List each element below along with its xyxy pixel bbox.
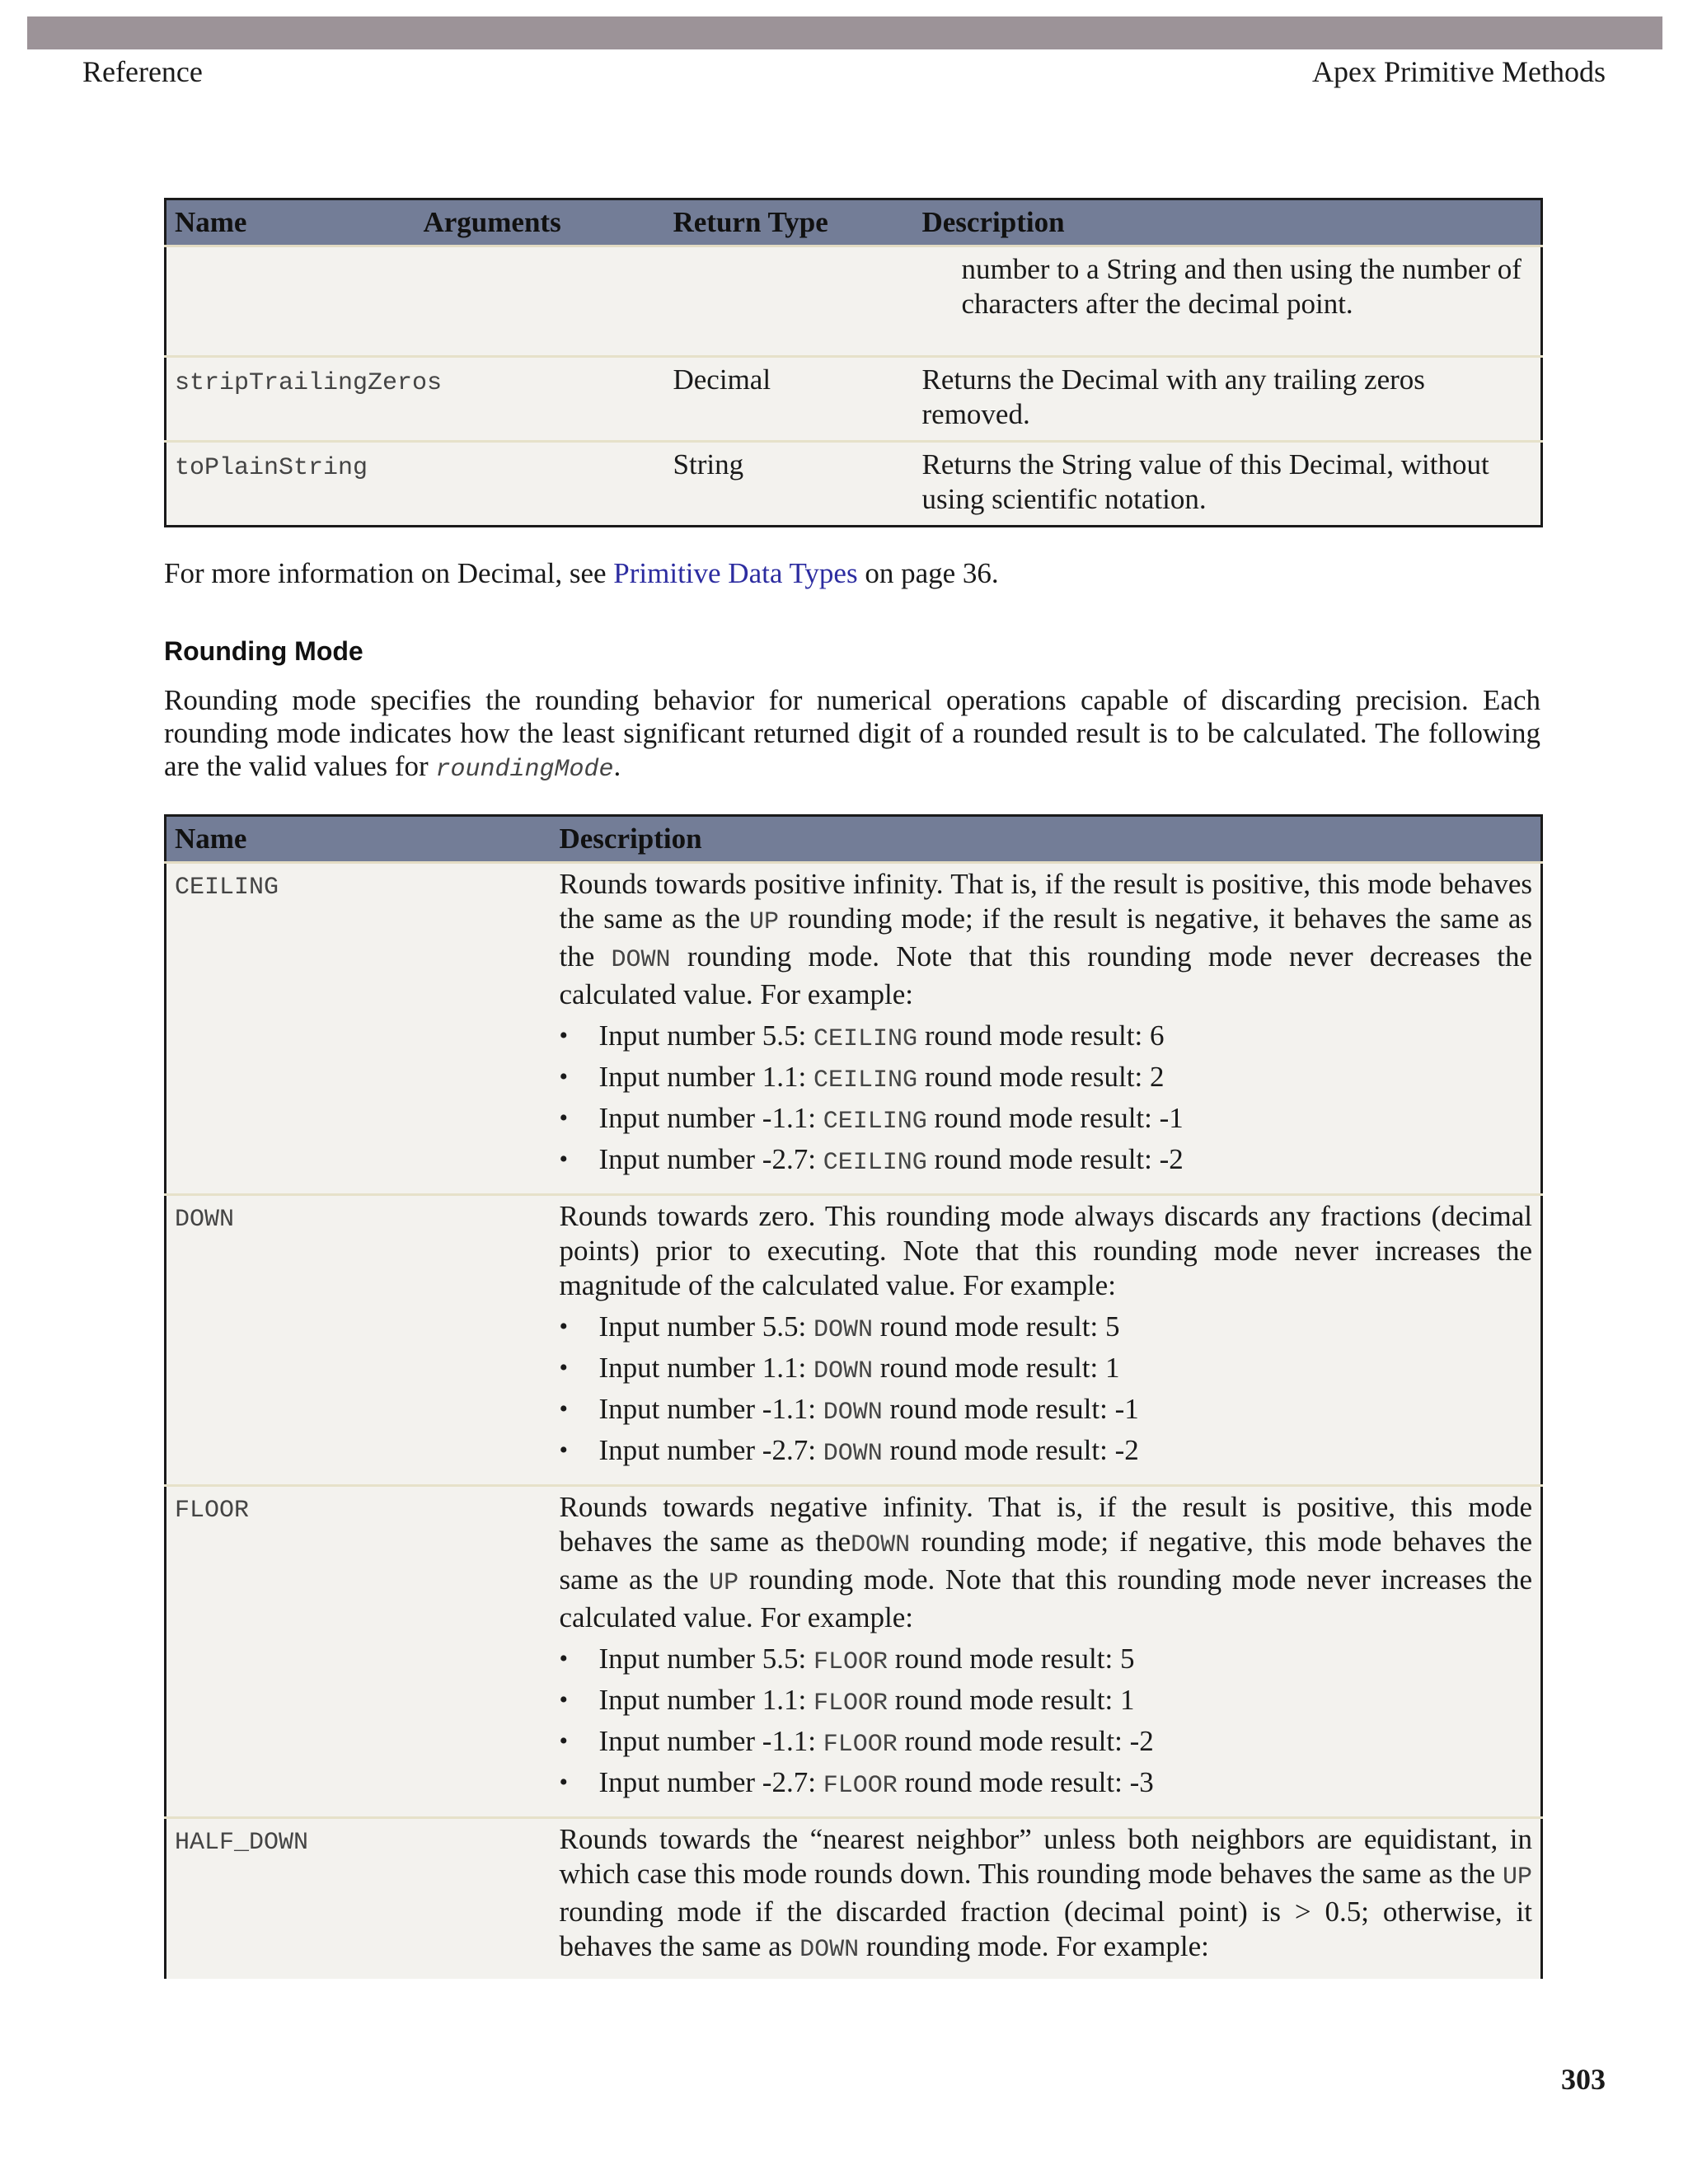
method-return-type: Decimal [665, 357, 914, 442]
list-item [560, 1141, 1533, 1182]
table-row [166, 1195, 1542, 1486]
list-item [560, 1308, 1533, 1349]
text-span: Input number -2.7: [598, 1766, 823, 1798]
list-item [560, 1681, 1533, 1722]
text-span: Input number 1.1: [598, 1061, 814, 1093]
text-span: Rounds towards positive infinity. That is, if the result is positive, this mode behaves the same as the [559, 868, 1532, 935]
list-item [560, 1640, 1533, 1681]
mode-name-cell [166, 1818, 551, 1980]
text-span: Input number 1.1: [598, 1352, 814, 1384]
rounding-mode-table [164, 814, 1543, 1979]
text-span: round mode result: 2 [917, 1061, 1165, 1093]
text-span: rounding mode; if the result is negative, it behaves the same as the [559, 902, 1532, 972]
text-span: Input number -1.1: [598, 1102, 823, 1134]
text-span: Input number 1.1: [598, 1684, 814, 1716]
code-span: DOWN [823, 1399, 883, 1427]
list-item [560, 1058, 1533, 1099]
text-span: Rounds towards negative infinity. That is, if the result is positive, this mode behaves the same as the [559, 1491, 1532, 1558]
code-span: DOWN [851, 1531, 911, 1559]
method-description: Returns the String value of this Decimal, without using scientific notation. [914, 442, 1542, 527]
column-header-arguments: Arguments [415, 199, 665, 246]
code-span: DOWN [799, 1936, 860, 1964]
method-name-cell [166, 442, 415, 527]
method-name-cell [166, 357, 443, 442]
table-header-row [166, 199, 1542, 246]
example-list [560, 1308, 1533, 1473]
text-span: round mode result: 5 [873, 1310, 1120, 1343]
text-span: round mode result: 1 [888, 1684, 1135, 1716]
code-span: CEILING [823, 1108, 927, 1136]
page-number: 303 [1561, 2063, 1606, 2096]
section-title: Rounding Mode [164, 636, 363, 666]
column-header-return-type: Return Type [665, 199, 914, 246]
example-list [560, 1640, 1533, 1805]
method-arguments [415, 442, 665, 527]
code-span: DOWN [814, 1316, 874, 1344]
method-name: stripTrailingZeros [175, 369, 443, 397]
text-span: round mode result: -3 [897, 1766, 1154, 1798]
code-span: FLOOR [823, 1772, 898, 1800]
code-span: FLOOR [814, 1690, 889, 1718]
column-header-description: Description [551, 816, 1542, 863]
text-span: Rounds towards zero. This rounding mode always discards any fractions (decimal points) prior to executing. Note that this rounding mode never increases the magnitude of the calculated value. For example: [559, 1200, 1532, 1301]
list-item [560, 1722, 1533, 1764]
list-item [560, 1432, 1533, 1473]
text-span: round mode result: -1 [926, 1102, 1184, 1134]
code-span: DOWN [611, 946, 671, 974]
section-intro [164, 684, 1540, 786]
mode-description [551, 1486, 1542, 1818]
code-span: UP [709, 1569, 739, 1597]
table-row [166, 1486, 1542, 1818]
code-span: UP [748, 908, 779, 936]
list-item [560, 1349, 1533, 1390]
mode-name-cell [166, 1486, 551, 1818]
list-item [560, 1099, 1533, 1141]
text-span: round mode result: -1 [882, 1393, 1139, 1425]
header-bar [27, 16, 1662, 49]
text-span: . [613, 750, 621, 782]
text-span: round mode result: 1 [873, 1352, 1120, 1384]
table-header-row [166, 816, 1542, 863]
table-row [166, 442, 1542, 527]
code-span: DOWN [823, 1440, 883, 1468]
text-span: Input number -2.7: [598, 1434, 823, 1466]
continued-description: number to a String and then using the number of characters after the decimal point. [914, 246, 1542, 357]
code-span: UP [1502, 1863, 1532, 1891]
list-item [560, 1017, 1533, 1058]
code-span: FLOOR [823, 1731, 898, 1759]
text-span: on page 36. [857, 557, 999, 589]
mode-name: HALF_DOWN [175, 1829, 309, 1857]
text-span: rounding mode; if negative, this mode behaves the same as the [559, 1526, 1533, 1596]
table-row [166, 863, 1542, 1195]
text-span: Input number 5.5: [598, 1019, 814, 1052]
text-span: Rounds towards the “nearest neighbor” unless both neighbors are equidistant, in which case this mode rounds down. This rounding mode behaves the same as the [559, 1823, 1532, 1890]
list-item [560, 1390, 1533, 1432]
code-span: roundingMode [435, 756, 614, 784]
mode-name-cell [166, 863, 551, 1195]
running-header-left: Reference [82, 55, 203, 88]
table-row [166, 1818, 1542, 1980]
empty-cell [665, 246, 914, 357]
column-header-description: Description [914, 199, 1542, 246]
method-return-type: String [665, 442, 914, 527]
example-list [560, 1017, 1533, 1182]
primitive-data-types-link[interactable]: Primitive Data Types [613, 557, 858, 589]
text-span: rounding mode. For example: [859, 1930, 1209, 1962]
mode-description [551, 1195, 1542, 1486]
text-span: Rounding mode specifies the rounding behavior for numerical operations capable of discarding precision. Each rounding mode indicates how the least significant returned digit of a rounded result is to be calculated. The following are the valid values for [164, 684, 1540, 782]
mode-description [551, 863, 1542, 1195]
text-span: round mode result: -2 [882, 1434, 1139, 1466]
text-span: round mode result: 6 [917, 1019, 1165, 1052]
column-header-name: Name [166, 199, 415, 246]
empty-cell [415, 246, 665, 357]
text-span: round mode result: -2 [926, 1143, 1184, 1175]
code-span: CEILING [814, 1025, 918, 1053]
text-span: rounding mode. Note that this rounding mode never decreases the calculated value. For example: [559, 940, 1532, 1010]
mode-name: DOWN [175, 1206, 235, 1234]
table-row [166, 246, 1542, 357]
code-span: FLOOR [814, 1648, 889, 1676]
text-span: Input number 5.5: [598, 1310, 814, 1343]
method-name: toPlainString [175, 454, 368, 482]
text-span: rounding mode if the discarded fraction (decimal point) is > 0.5; otherwise, it behaves the same as [559, 1896, 1532, 1962]
column-header-name: Name [166, 816, 551, 863]
text-span: Input number -2.7: [598, 1143, 823, 1175]
mode-description [551, 1818, 1542, 1980]
text-span: Input number -1.1: [598, 1725, 823, 1757]
text-span: Input number 5.5: [598, 1643, 814, 1675]
text-span: round mode result: 5 [888, 1643, 1135, 1675]
table-row [166, 357, 1542, 442]
method-arguments [415, 357, 665, 442]
mode-name: FLOOR [175, 1497, 250, 1525]
text-span: Input number -1.1: [598, 1393, 823, 1425]
text-span: round mode result: -2 [897, 1725, 1154, 1757]
method-description: Returns the Decimal with any trailing zeros removed. [914, 357, 1542, 442]
code-span: DOWN [814, 1357, 874, 1385]
more-info-paragraph [164, 557, 1540, 590]
mode-name: CEILING [175, 874, 279, 902]
mode-name-cell [166, 1195, 551, 1486]
text-span: For more information on Decimal, see [164, 557, 614, 589]
empty-cell [166, 246, 415, 357]
text-span: rounding mode. Note that this rounding mode never increases the calculated value. For example: [559, 1563, 1533, 1633]
code-span: CEILING [823, 1149, 927, 1177]
running-header-right: Apex Primitive Methods [1312, 55, 1606, 88]
code-span: CEILING [814, 1066, 918, 1094]
list-item [560, 1764, 1533, 1805]
decimal-methods-table [164, 198, 1543, 527]
